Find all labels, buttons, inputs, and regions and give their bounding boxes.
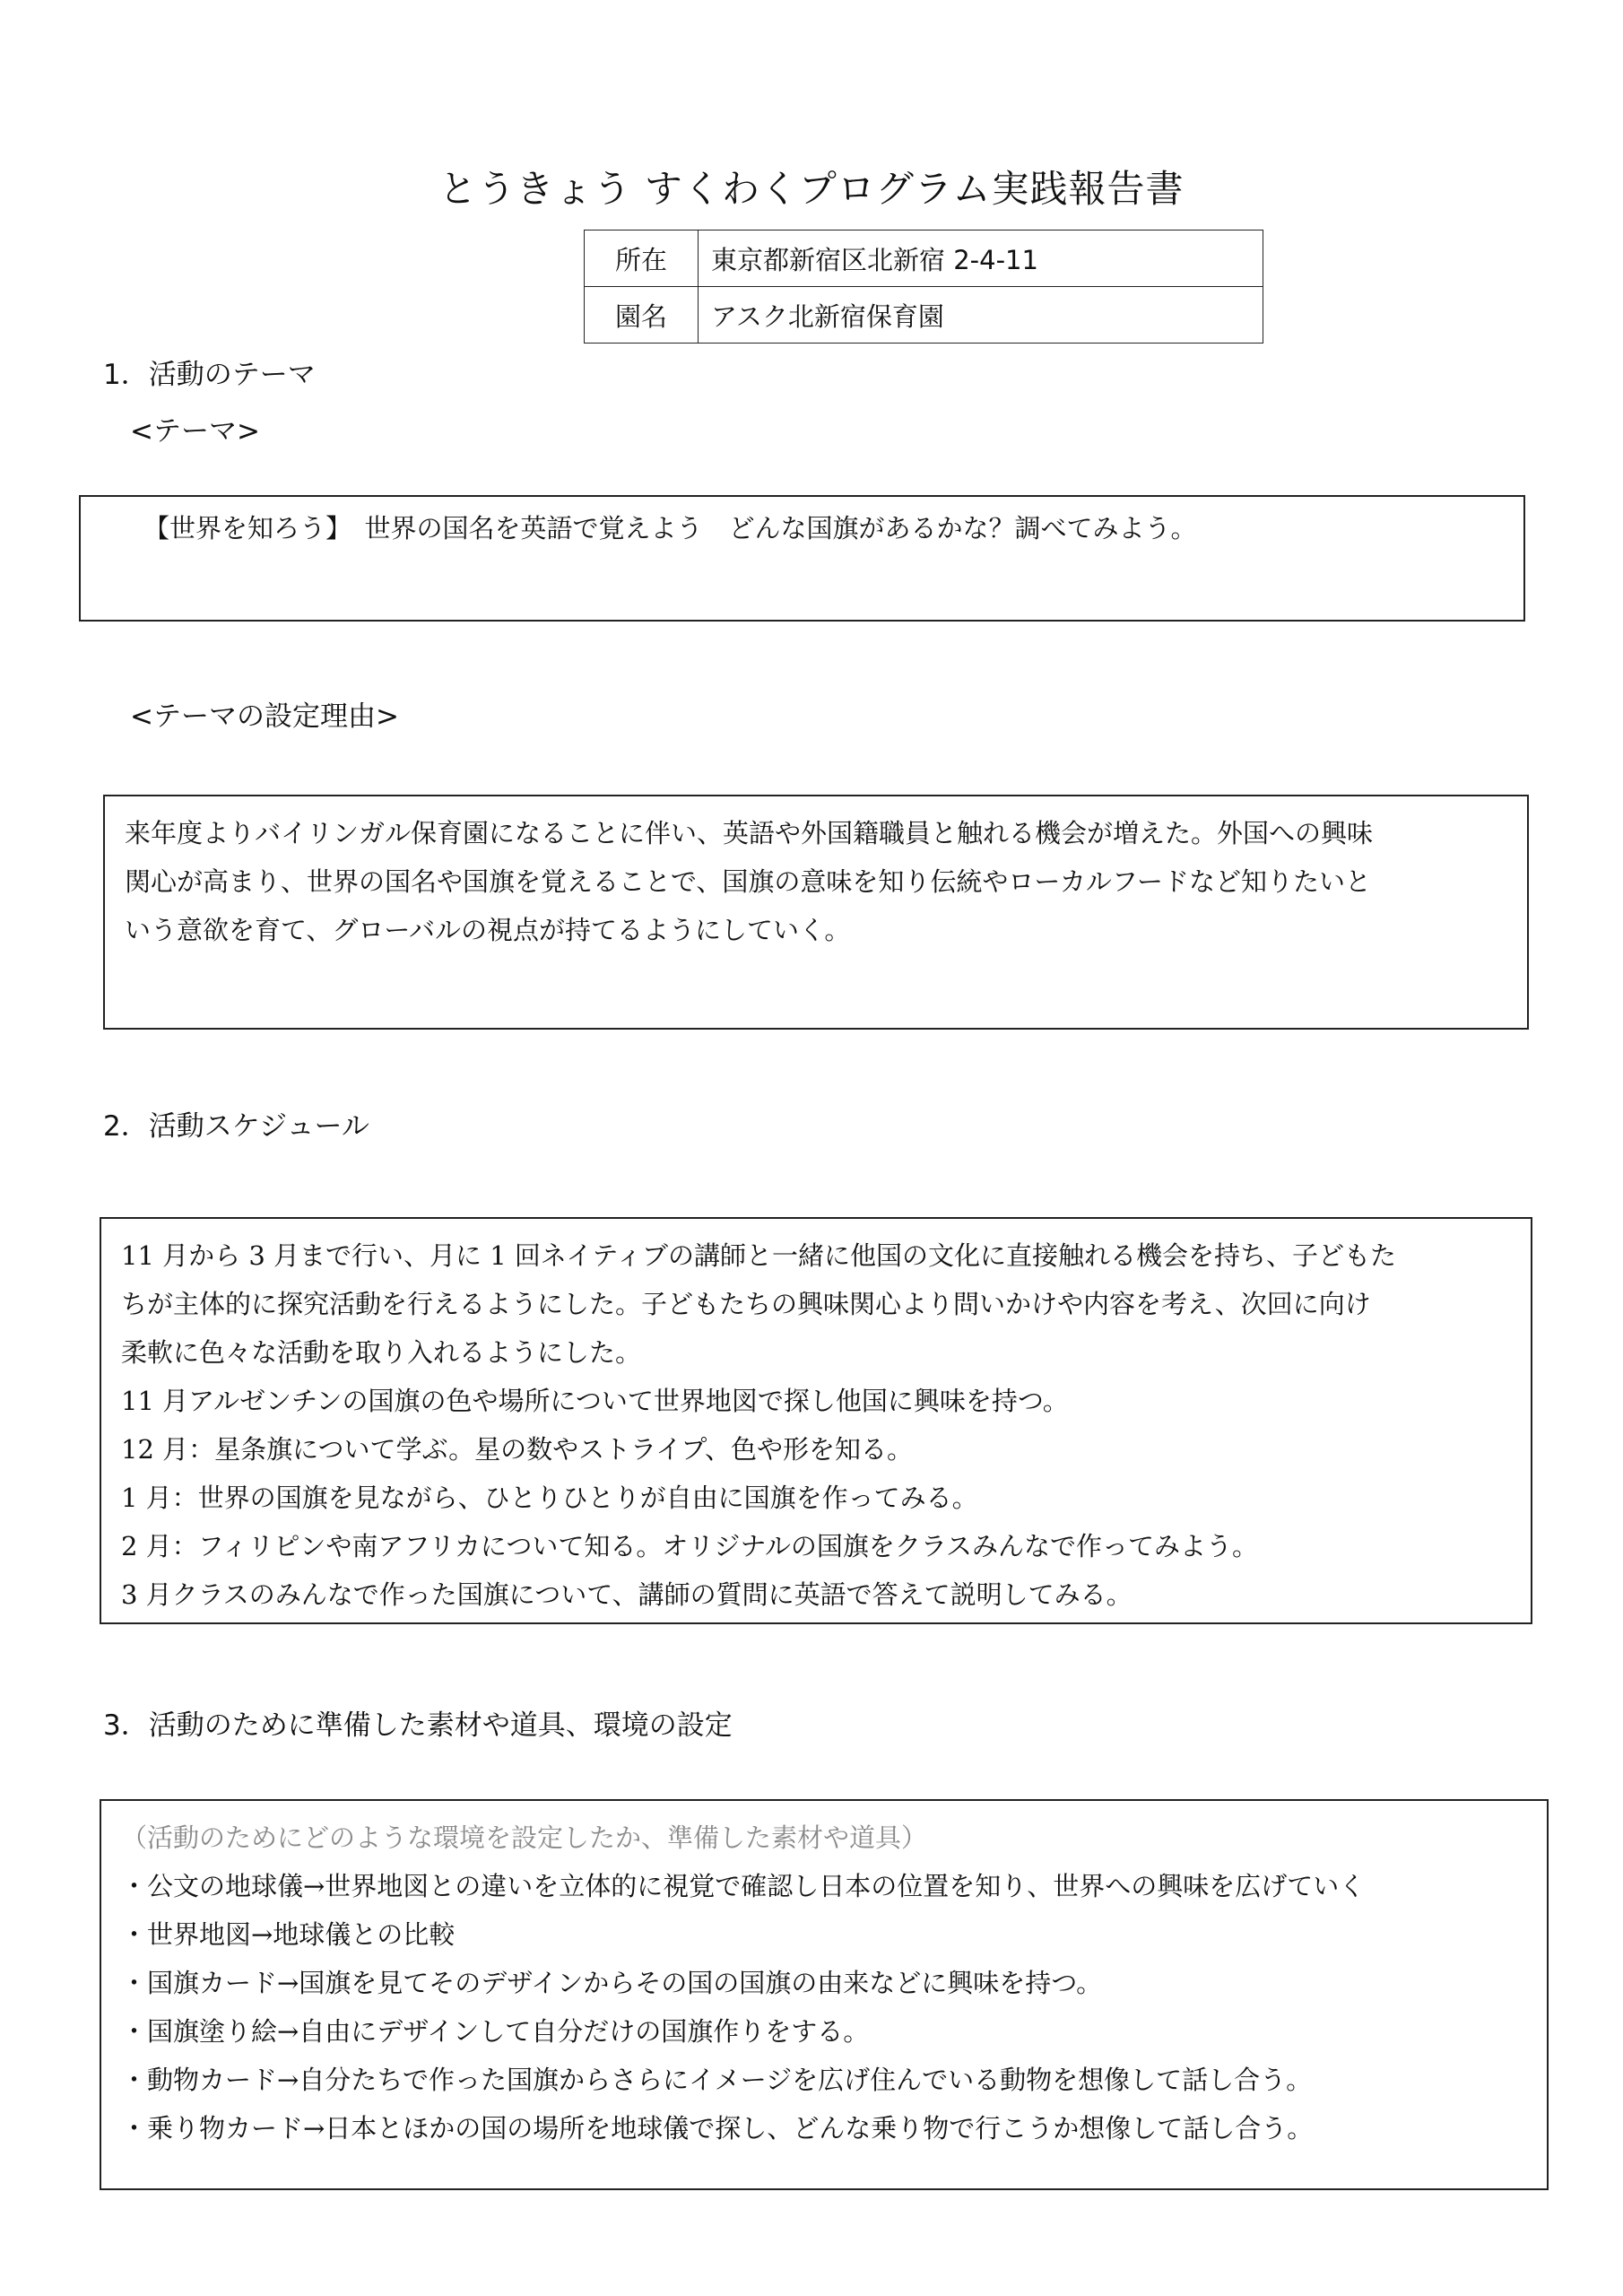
reason-line: 来年度よりバイリンガル保育園になることに伴い、英語や外国籍職員と触れる機会が増えた。外国への興味 bbox=[125, 818, 1374, 848]
location-label: 所在 bbox=[585, 230, 699, 287]
materials-item: ・乗り物カード→日本とほかの国の場所を地球儀で探し、どんな乗り物で行こうか想像して話し合う。 bbox=[121, 2113, 1314, 2144]
schedule-line: 11 月アルゼンチンの国旗の色や場所について世界地図で探し他国に興味を持つ。 bbox=[121, 1386, 1069, 1416]
name-label: 園名 bbox=[585, 287, 699, 344]
schedule-box bbox=[100, 1217, 1532, 1624]
schedule-line: 11 月から 3 月まで行い、月に 1 回ネイティブの講師と一緒に他国の文化に直接触れる機会を持ち、子どもた bbox=[121, 1240, 1396, 1271]
section1-heading: 1．活動のテーマ bbox=[103, 359, 316, 391]
theme-label: <テーマ> bbox=[130, 415, 260, 448]
name-value: アスク北新宿保育園 bbox=[699, 287, 1263, 344]
materials-item: ・国旗塗り絵→自由にデザインして自分だけの国旗作りをする。 bbox=[121, 2016, 870, 2047]
reason-label: <テーマの設定理由> bbox=[130, 700, 399, 733]
section2-heading: 2．活動スケジュール bbox=[103, 1110, 369, 1143]
materials-item: ・世界地図→地球儀との比較 bbox=[121, 1919, 456, 1950]
reason-line: いう意欲を育て、グローバルの視点が持てるようにしていく。 bbox=[125, 915, 851, 945]
location-row bbox=[585, 230, 1263, 287]
reason-box bbox=[103, 795, 1529, 1030]
schedule-line: 2 月：フィリピンや南アフリカについて知る。オリジナルの国旗をクラスみんなで作ってみよう。 bbox=[121, 1531, 1259, 1561]
schedule-line: 3 月クラスのみんなで作った国旗について、講師の質問に英語で答えて説明してみる。 bbox=[121, 1579, 1133, 1610]
theme-text: 【世界を知ろう】 世界の国名を英語で覚えよう どんな国旗があるかな？調べてみよう。 bbox=[143, 513, 1197, 544]
materials-item: ・動物カード→自分たちで作った国旗からさらにイメージを広げ住んでいる動物を想像して話し合う。 bbox=[121, 2065, 1313, 2095]
schedule-line: ちが主体的に探究活動を行えるようにした。子どもたちの興味関心より問いかけや内容を考え、次回に向け bbox=[121, 1289, 1371, 1319]
schedule-line: 12 月：星条旗について学ぶ。星の数やストライプ、色や形を知る。 bbox=[121, 1434, 914, 1465]
theme-box bbox=[79, 495, 1525, 622]
materials-box bbox=[100, 1799, 1549, 2190]
section3-heading: 3．活動のために準備した素材や道具、環境の設定 bbox=[103, 1709, 733, 1742]
reason-line: 関心が高まり、世界の国名や国旗を覚えることで、国旗の意味を知り伝統やローカルフードなど知りたいと bbox=[125, 866, 1371, 897]
materials-item: ・国旗カード→国旗を見てそのデザインからその国の国旗の由来などに興味を持つ。 bbox=[121, 1968, 1103, 1998]
materials-hint: （活動のためにどのような環境を設定したか、準備した素材や道具） bbox=[121, 1822, 928, 1853]
schedule-line: 柔軟に色々な活動を取り入れるようにした。 bbox=[121, 1337, 642, 1368]
page-title: とうきょう すくわくプログラム実践報告書 bbox=[438, 167, 1185, 211]
location-value: 東京都新宿区北新宿 2-4-11 bbox=[699, 230, 1263, 287]
materials-item: ・公文の地球儀→世界地図との違いを立体的に視覚で確認し日本の位置を知り、世界への興味を広げていく bbox=[121, 1871, 1366, 1901]
name-row bbox=[585, 287, 1263, 344]
schedule-line: 1 月：世界の国旗を見ながら、ひとりひとりが自由に国旗を作ってみる。 bbox=[121, 1483, 978, 1513]
facility-info-table bbox=[584, 230, 1263, 344]
